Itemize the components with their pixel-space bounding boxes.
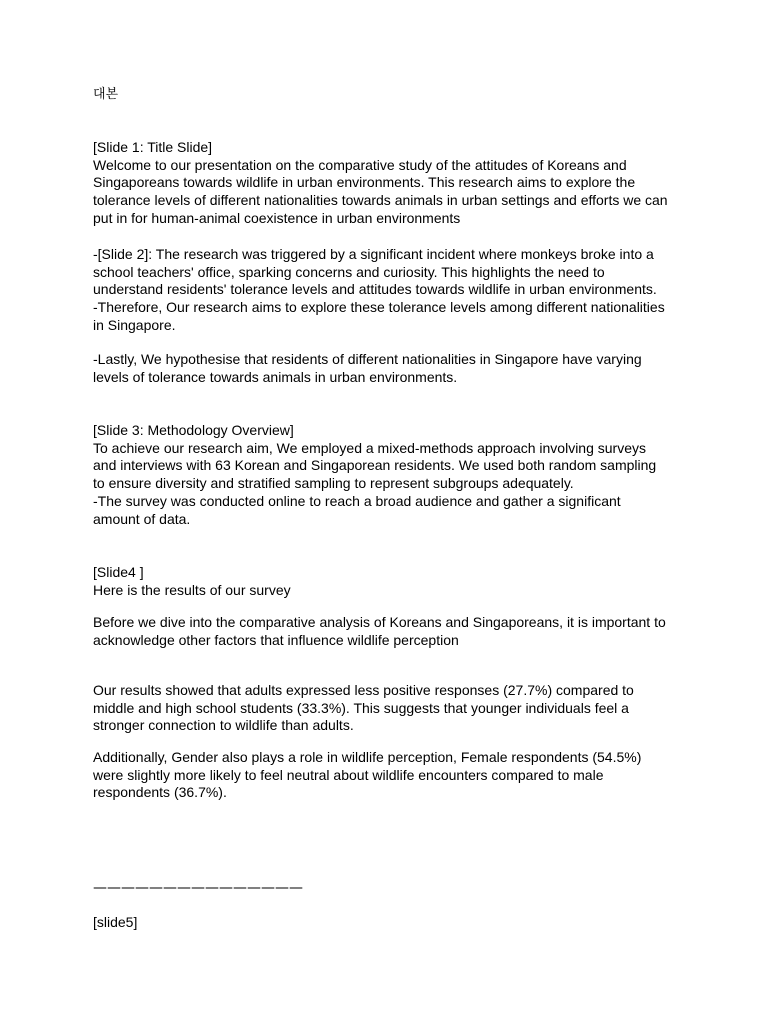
slide5-section bbox=[93, 914, 683, 932]
slide2-line: -[Slide 2]: The research was triggered by a significant incident where monkeys broke into a bbox=[93, 246, 654, 262]
slide2-hypothesis bbox=[93, 351, 683, 386]
section-divider: ——————————————— bbox=[93, 880, 303, 896]
slide4-header bbox=[93, 564, 683, 599]
slide2-line: in Singapore. bbox=[93, 316, 176, 333]
slide1-line: put in for human-animal coexistence in urban environments bbox=[93, 209, 461, 226]
slide2-section bbox=[93, 246, 683, 335]
slide2-line: school teachers' office, sparking concerns and curiosity. This highlights the need to bbox=[93, 263, 605, 280]
slide2-line: understand residents' tolerance levels and attitudes towards wildlife in urban environments. bbox=[93, 281, 657, 298]
slide4-paragraph bbox=[93, 614, 683, 649]
slide3-section bbox=[93, 422, 683, 528]
document-heading: 대본 bbox=[93, 87, 119, 102]
slide4-paragraph bbox=[93, 682, 683, 735]
slide3-line: and interviews with 63 Korean and Singaporean residents. We used both random sampling bbox=[93, 457, 657, 474]
slide3-label: [Slide 3: Methodology Overview] bbox=[93, 422, 294, 438]
slide4-line: Before we dive into the comparative analysis of Koreans and Singaporeans, it is important to bbox=[93, 614, 666, 630]
slide3-line: amount of data. bbox=[93, 510, 191, 527]
slide5-label: [slide5] bbox=[93, 914, 138, 930]
slide4-line: acknowledge other factors that influence wildlife perception bbox=[93, 631, 459, 648]
hypothesis-line: levels of tolerance towards animals in urban environments. bbox=[93, 368, 458, 385]
slide4-line: respondents (36.7%). bbox=[93, 784, 227, 801]
slide2-line: -Therefore, Our research aims to explore these tolerance levels among different nationalities bbox=[93, 299, 665, 316]
slide1-section bbox=[93, 139, 683, 228]
slide4-line: Additionally, Gender also plays a role in wildlife perception, Female respondents (54.5%) bbox=[93, 749, 642, 765]
slide4-paragraph bbox=[93, 749, 683, 802]
slide1-line: Singaporeans towards wildlife in urban environments. This research aims to explore the bbox=[93, 174, 636, 191]
slide4-line: were slightly more likely to feel neutral about wildlife encounters compared to male bbox=[93, 766, 604, 783]
slide4-line: Our results showed that adults expressed less positive responses (27.7%) compared to bbox=[93, 682, 634, 698]
slide4-line: stronger connection to wildlife than adults. bbox=[93, 717, 354, 734]
slide4-intro: Here is the results of our survey bbox=[93, 581, 291, 598]
slide4-line: middle and high school students (33.3%). This suggests that younger individuals feel a bbox=[93, 699, 629, 716]
hypothesis-line: -Lastly, We hypothesise that residents of different nationalities in Singapore have varying bbox=[93, 351, 642, 367]
slide1-line: Welcome to our presentation on the comparative study of the attitudes of Koreans and bbox=[93, 156, 627, 173]
slide1-line: tolerance levels of different nationalities towards animals in urban settings and efforts we can bbox=[93, 192, 668, 209]
slide3-line: To achieve our research aim, We employed a mixed-methods approach involving surveys bbox=[93, 439, 647, 456]
slide1-label: [Slide 1: Title Slide] bbox=[93, 139, 213, 155]
slide3-line: to ensure diversity and stratified sampling to represent subgroups adequately. bbox=[93, 475, 574, 492]
slide3-line: -The survey was conducted online to reach a broad audience and gather a significant bbox=[93, 492, 621, 509]
slide4-label: [Slide4 ] bbox=[93, 564, 144, 580]
